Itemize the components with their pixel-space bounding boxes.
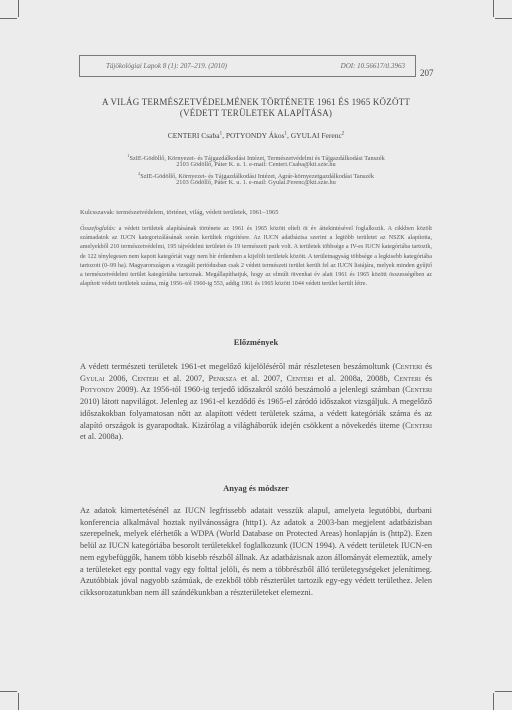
crop-mark <box>18 0 19 17</box>
author-sup: 1 <box>284 131 288 137</box>
page-number: 207 <box>420 68 434 78</box>
author-name: POTYONDY Ákos <box>225 131 285 140</box>
author-name: GYULAI Ferenc <box>290 131 342 140</box>
abstract-line: terület került fel az IUCN listájára, melyek minden gyűjtő a természetvédelmi terület kategóriába tartoznak. <box>80 262 432 279</box>
citation: Centeri <box>405 420 432 430</box>
affiliation-sup: 2 <box>137 171 141 176</box>
abstract-line: Az IUCN adatbázisa szerint a legtöbb területet az NSZK alapította, amelyekből 210 természetvédelmi, <box>80 235 432 251</box>
crop-mark <box>0 18 17 19</box>
citation: Centeri <box>131 373 159 383</box>
article-title-line1: A VILÁG TERMÉSZETVÉDELMÉNEK TÖRTÉNETE 1961 ÉS 1965 KÖZÖTT <box>101 97 411 107</box>
citation: Penksza <box>208 373 237 383</box>
doi-link[interactable]: DOI: 10.56617/tl.3963 <box>340 62 405 70</box>
citation: Centeri <box>405 385 432 395</box>
abstract-line: foglalkozik. A cikkben közölt számadatok az IUCN kategorizálásának során kerültek rögzítésre. <box>80 226 432 242</box>
keywords-label: Kulcsszavak: <box>80 209 115 216</box>
abstract-line: területek száma, míg 1956–tól 1960-ig 553, addig 1961 és 1965 között 1044 védett terület került létre. <box>117 281 368 288</box>
affiliation-1-line1: $^1$SzIE-Gödöllő, Környezet- és Tájgazdálkodási Intézet, Természetvédelmi és Tájgazdálkodási Tanszék <box>127 153 385 163</box>
section-paragraph-methods: Az adatok kimertetésénél az IUCN legfrissebb adatait vesszük alapul, amelyeta legutóbbi, durbani konferencia alkalmával hoztak nyilvánosságra (http1). Az adatok a 2003-ban megjelent adatbázisban szerepelnek, melyek elérhetők a WDPA (World Database on Protected Areas) honlapján is (http2). Ezen belül az IUCN kategóriába besorolt területekkel foglalkozunk (IUCN 1994). A védett területek IUCN-en nem egybefüggők, hanem több kisebb részből állnak. Az adatbázisnak azon állományát elemeztük, amely a területeket egy ponttal vagy egy folttal jelöli, és nem a többrészből álló területegységeket jelenítimeg. Azutóbbiak jóval nagyobb számúak, de ezekből több részterület tartozik egy-egy védett területhez. Jelen cikksorozatunkban nem áll szándékunkban a részterületeket elemezni. <box>80 506 432 597</box>
abstract-line: Megállapíthatjuk, hogy az elmúlt ötvenhat év alatt 1961 és 1965 között összességében az alapított védett <box>80 272 432 288</box>
abstract-line: a védett területek alapításának története az 1961 és 1965 között eltelt öt év áttekintésével <box>118 226 353 232</box>
author-sup: 2 <box>341 131 345 137</box>
abstract-line: 195 tájvédelmi területet és 19 természeti park volt. A területek többsége a IV-es IUCN kategóriába tartozik, de <box>80 244 432 260</box>
journal-citation: Tájökológiai Lapok 8 (1): 207–219. (2010) <box>106 62 227 70</box>
abstract <box>80 225 432 289</box>
abstract-line: a legkisebb kategóriába tartozott (0–99 ha). Magyarországon a vizsgált periódusban csak 2 védett természeti <box>80 253 432 269</box>
citation: Centeri <box>393 373 421 383</box>
citation: Potyondy <box>80 385 115 395</box>
section-paragraph-background: A védett természeti területek 1961-et megelőző kijelölésérõl már részletesen beszámoltunk (Centeri és Gyulai 2006, Centeri et al. 2007, Penksza et al. 2007, Centeri et al. 2008a, 2008b, Centeri és Potyondy 2009). Az 1956-tól 1960-ig terjedő időszakról szóló beszámoló a jelenlegi számban (Centeri 2010) látott napvilágot. Jelenleg az 1961-el kezdődő és 1965-el záródó időszakot vizsgáljuk. A megelőző időszakokban folyamatosan nőtt az alapított védett területek száma, a védett kategóriák száma és az alapító országok is gyarapodtak. Kizárólag a világháborúk idején csökkent a növekedés üteme (Centeri et al. 2008a). <box>80 362 433 442</box>
affiliation-2-line2: 2103 Gödöllő, Páter K. u. 1. e-mail: Gyulai.Ferenc@kti.szie.hu <box>176 179 336 186</box>
crop-mark <box>493 0 494 17</box>
abstract-label: Összefoglalás: <box>80 226 116 232</box>
abstract-line: 122 ténylegesen nem kapott kategóriát vagy nem bír érdemben a kijelölt területek között. A területnagyság többsége <box>87 253 373 260</box>
citation: Centeri <box>286 373 314 383</box>
crop-mark <box>18 693 19 710</box>
citation: Gyulai <box>80 373 105 383</box>
author-list: CENTERI Csaba$^1$, POTYONDY Ákos$^1$, GYULAI Ferenc$^2$ <box>167 131 345 140</box>
citation: Centeri <box>395 362 423 371</box>
crop-mark <box>495 691 512 692</box>
keywords-text: természetvédelem, történet, világ, védett területek, 1961–1965 <box>116 209 279 216</box>
running-header <box>79 55 416 77</box>
author-name: CENTERI Csaba <box>167 131 220 140</box>
crop-mark <box>493 693 494 710</box>
keywords <box>80 209 432 216</box>
crop-mark <box>495 18 512 19</box>
affiliation-1-line2: 2103 Gödöllő, Páter K. u. 1. e-mail: Centeri.Csaba@kti.szie.hu <box>176 161 336 168</box>
crop-mark <box>0 691 17 692</box>
affiliation-sup: 1 <box>127 153 130 158</box>
affiliation-2-line1: $^2$SzIE-Gödöllő, Környezet- és Tájgazdálkodási Intézet, Agrár-környezetgazdálkodási Tanszék <box>137 171 375 181</box>
author-sup: 1 <box>219 131 223 137</box>
article-title-line2: (VÉDETT TERÜLETEK ALAPÍTÁSA) <box>179 108 333 118</box>
section-heading-methods: Anyag és módszer <box>223 483 289 493</box>
section-heading-background: Előzmények <box>233 337 279 347</box>
